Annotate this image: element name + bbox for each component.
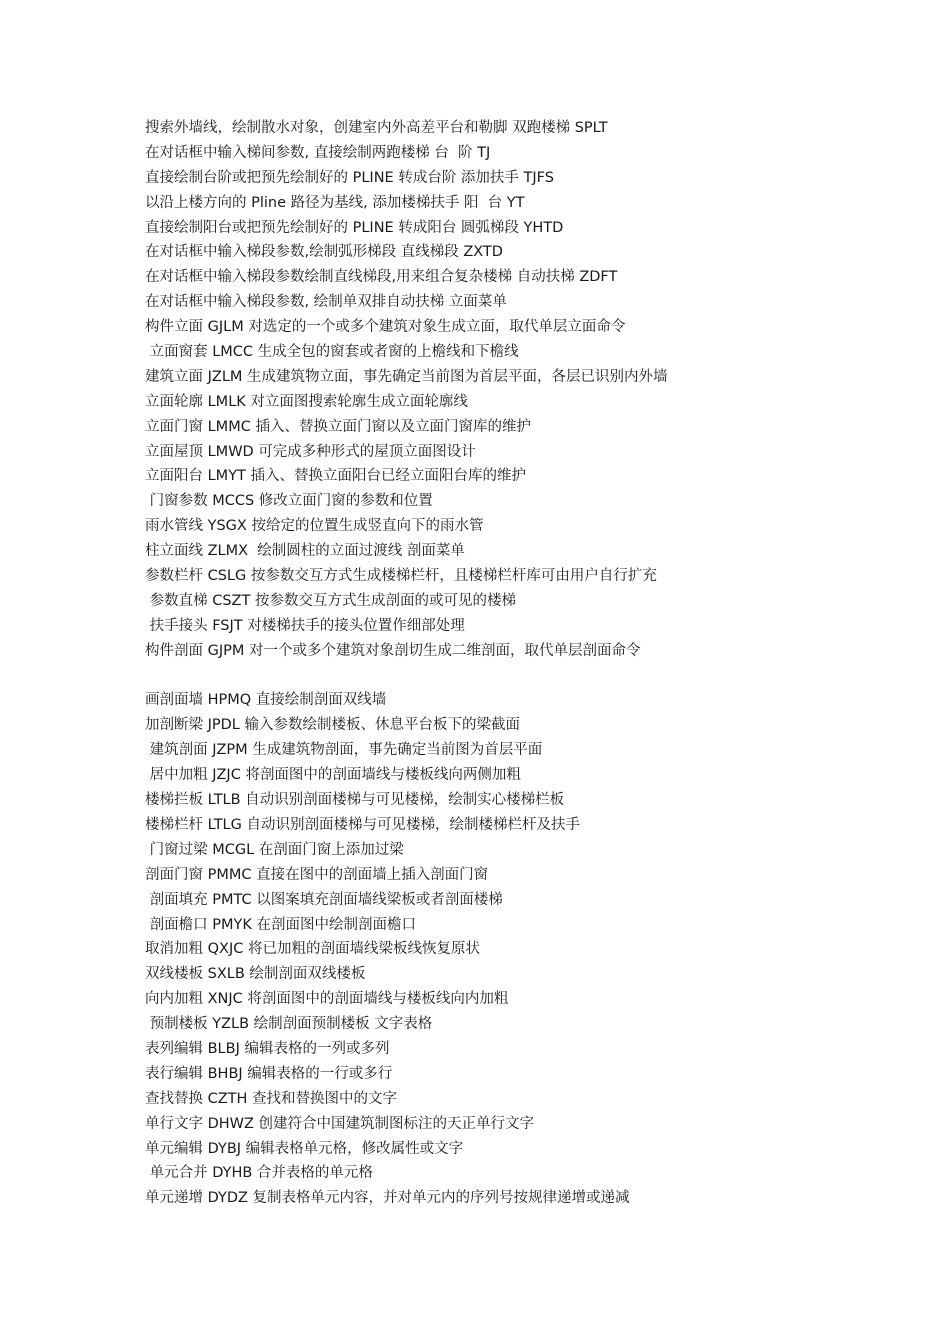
text-line: 雨水管线 YSGX 按给定的位置生成竖直向下的雨水管 xyxy=(145,518,484,535)
text-line: 取消加粗 QXJC 将已加粗的剖面墙线梁板线恢复原状 xyxy=(145,941,480,958)
text-line: 在对话框中输入梯段参数绘制直线梯段,用来组合复杂楼梯 自动扶梯 ZDFT xyxy=(145,269,618,286)
text-line: 向内加粗 XNJC 将剖面图中的剖面墙线与楼板线向内加粗 xyxy=(145,991,509,1008)
text-line: 画剖面墙 HPMQ 直接绘制剖面双线墙 xyxy=(145,692,387,709)
text-line: 在对话框中输入梯段参数, 绘制单双排自动扶梯 立面菜单 xyxy=(145,294,507,311)
text-line: 构件剖面 GJPM 对一个或多个建筑对象剖切生成二维剖面，取代单层剖面命令 xyxy=(145,642,641,659)
text-line: 加剖断梁 JPDL 输入参数绘制楼板、休息平台板下的梁截面 xyxy=(145,717,520,734)
text-line: 单行文字 DHWZ 创建符合中国建筑制图标注的天正单行文字 xyxy=(145,1115,535,1132)
text-line: 楼梯栏杆 LTLG 自动识别剖面楼梯与可见楼梯，绘制楼梯栏杆及扶手 xyxy=(145,816,580,833)
text-line: 构件立面 GJLM 对选定的一个或多个建筑对象生成立面，取代单层立面命令 xyxy=(145,319,626,336)
text-line: 建筑立面 JZLM 生成建筑物立面，事先确定当前图为首层平面，各层已识别内外墙 xyxy=(145,368,668,385)
text-line: 预制楼板 YZLB 绘制剖面预制楼板 文字表格 xyxy=(145,1016,433,1033)
text-line: 单元合并 DYHB 合并表格的单元格 xyxy=(145,1165,373,1182)
text-line: 剖面门窗 PMMC 直接在图中的剖面墙上插入剖面门窗 xyxy=(145,866,489,883)
text-line: 在对话框中输入梯段参数,绘制弧形梯段 直线梯段 ZXTD xyxy=(145,244,503,261)
text-line: 参数栏杆 CSLG 按参数交互方式生成楼梯栏杆，且楼梯栏杆库可由用户自行扩充 xyxy=(145,568,657,585)
text-line: 单元递增 DYDZ 复制表格单元内容，并对单元内的序列号按规律递增或递减 xyxy=(145,1190,630,1207)
text-line: 表行编辑 BHBJ 编辑表格的一行或多行 xyxy=(145,1065,393,1082)
text-line: 立面门窗 LMMC 插入、替换立面门窗以及立面门窗库的维护 xyxy=(145,418,531,435)
text-line: 搜索外墙线，绘制散水对象，创建室内外高差平台和勒脚 双跑楼梯 SPLT xyxy=(145,120,608,136)
document-body xyxy=(145,116,845,1211)
text-line: 立面窗套 LMCC 生成全包的窗套或者窗的上檐线和下檐线 xyxy=(145,344,519,361)
text-line: 立面阳台 LMYT 插入、替换立面阳台已经立面阳台库的维护 xyxy=(145,468,527,485)
text-line: 剖面檐口 PMYK 在剖面图中绘制剖面檐口 xyxy=(145,916,416,933)
text-line: 直接绘制台阶或把预先绘制好的 PLINE 转成台阶 添加扶手 TJFS xyxy=(145,169,554,186)
blank-line xyxy=(145,664,845,689)
text-line: 建筑剖面 JZPM 生成建筑物剖面，事先确定当前图为首层平面 xyxy=(145,742,543,759)
text-line: 楼梯拦板 LTLB 自动识别剖面楼梯与可见楼梯，绘制实心楼梯栏板 xyxy=(145,792,565,809)
text-line: 扶手接头 FSJT 对楼梯扶手的接头位置作细部处理 xyxy=(145,617,465,634)
text-line: 立面轮廓 LMLK 对立面图搜索轮廓生成立面轮廓线 xyxy=(145,393,468,410)
text-line: 表列编辑 BLBJ 编辑表格的一列或多列 xyxy=(145,1040,390,1057)
text-line: 柱立面线 ZLMX 绘制圆柱的立面过渡线 剖面菜单 xyxy=(145,543,465,560)
text-line: 查找替换 CZTH 查找和替换图中的文字 xyxy=(145,1090,398,1107)
text-line: 立面屋顶 LMWD 可完成多种形式的屋顶立面图设计 xyxy=(145,443,476,460)
text-line: 直接绘制阳台或把预先绘制好的 PLINE 转成阳台 圆弧梯段 YHTD xyxy=(145,219,564,236)
text-line: 以沿上楼方向的 Pline 路径为基线, 添加楼梯扶手 阳 台 YT xyxy=(145,194,525,211)
text-line: 门窗参数 MCCS 修改立面门窗的参数和位置 xyxy=(145,493,433,510)
text-line: 双线楼板 SXLB 绘制剖面双线楼板 xyxy=(145,966,366,983)
text-line: 居中加粗 JZJC 将剖面图中的剖面墙线与楼板线向两侧加粗 xyxy=(145,767,521,784)
text-line: 在对话框中输入梯间参数, 直接绘制两跑楼梯 台 阶 TJ xyxy=(145,144,491,161)
text-line: 单元编辑 DYBJ 编辑表格单元格，修改属性或文字 xyxy=(145,1140,464,1157)
text-line: 剖面填充 PMTC 以图案填充剖面墙线梁板或者剖面楼梯 xyxy=(145,891,503,908)
text-line: 参数直梯 CSZT 按参数交互方式生成剖面的或可见的楼梯 xyxy=(145,592,516,609)
text-line: 门窗过梁 MCGL 在剖面门窗上添加过梁 xyxy=(145,841,404,858)
